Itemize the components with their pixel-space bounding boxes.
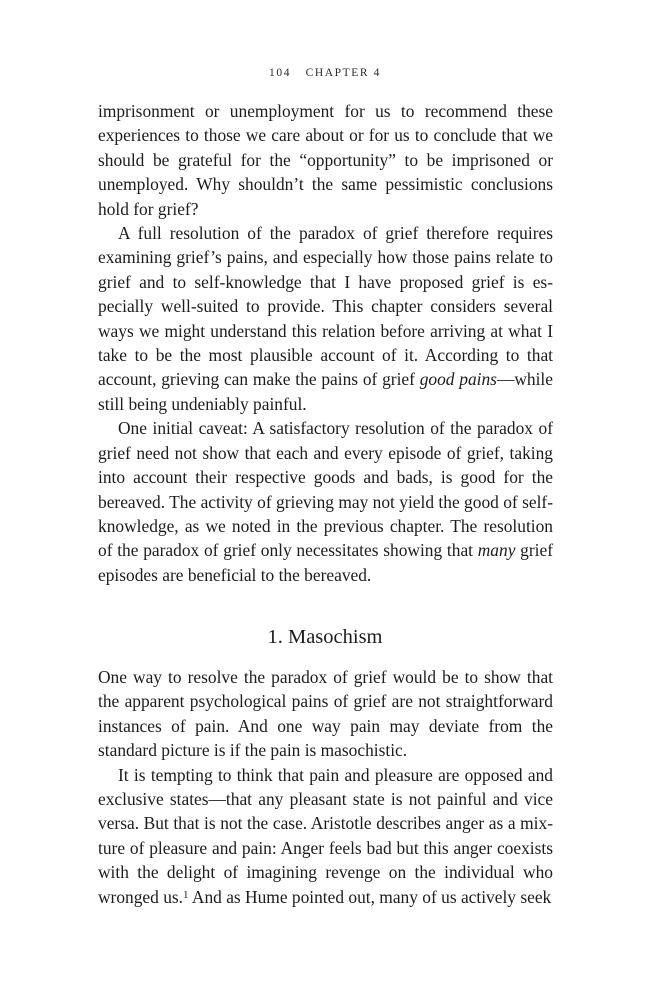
text-block-bottom — [98, 665, 553, 909]
footnote-marker[interactable]: 1 — [183, 888, 189, 901]
page-number: 104 — [269, 67, 292, 79]
text-run: A full resolution of the paradox of grief therefore requires examining grief’s pains, and especially how those pains relate to grief and to self-knowledge that I have proposed grief is especially well-suited to provide. This chapter considers several ways we might understand this relation before arriving at what I take to be the most plausible account of it. According to that account, grieving can make the pains of grief — [98, 223, 553, 390]
paragraph — [98, 763, 553, 909]
paragraph — [98, 221, 553, 416]
text-run: imprisonment or unemployment for us to recommend these experiences to those we care about or for us to conclude that we should be grateful for the “opportunity” to be imprisoned or unemployed. Why shouldn’t the same pessimistic conclusions hold for grief? — [98, 101, 553, 219]
text-run: grief episodes are beneficial to the bereaved. — [98, 540, 553, 585]
text-run: And as Hume pointed out, many of us actively seek — [188, 886, 552, 907]
italic-text: many — [477, 540, 516, 561]
text-run: It is tempting to think that pain and pleasure are opposed and exclusive states—that any pleasant state is not painful and vice versa. But that is not the case. Aristotle describes anger as a mixture of pleasure and pain: Anger feels bad but this anger coexists with the delight of imagining revenge on the individual who wronged us. — [98, 764, 553, 907]
text-run: One initial caveat: A satisfactory resolution of the paradox of grief need not show that each and every episode of grief, taking into account their respective goods and bads, is good for the bereaved. The activity of grieving may not yield the good of self-knowledge, as we noted in the previous chapter. The resolution of the paradox of grief only necessitates showing that — [98, 418, 553, 561]
text-run: —while still being undeniably painful. — [98, 369, 553, 414]
text-block-top — [98, 99, 553, 587]
italic-text: good pains — [419, 369, 497, 390]
text-run: One way to resolve the paradox of grief would be to show that the apparent psychological pains of grief are not straightforward instances of pain. And one way pain may deviate from the standard picture is if the pain is masochistic. — [98, 667, 553, 761]
chapter-label: CHAPTER 4 — [305, 67, 381, 79]
paragraph — [98, 416, 553, 587]
paragraph — [98, 665, 553, 763]
running-head — [0, 67, 650, 79]
paragraph — [98, 99, 553, 221]
section-heading: 1. Masochism — [267, 626, 383, 648]
